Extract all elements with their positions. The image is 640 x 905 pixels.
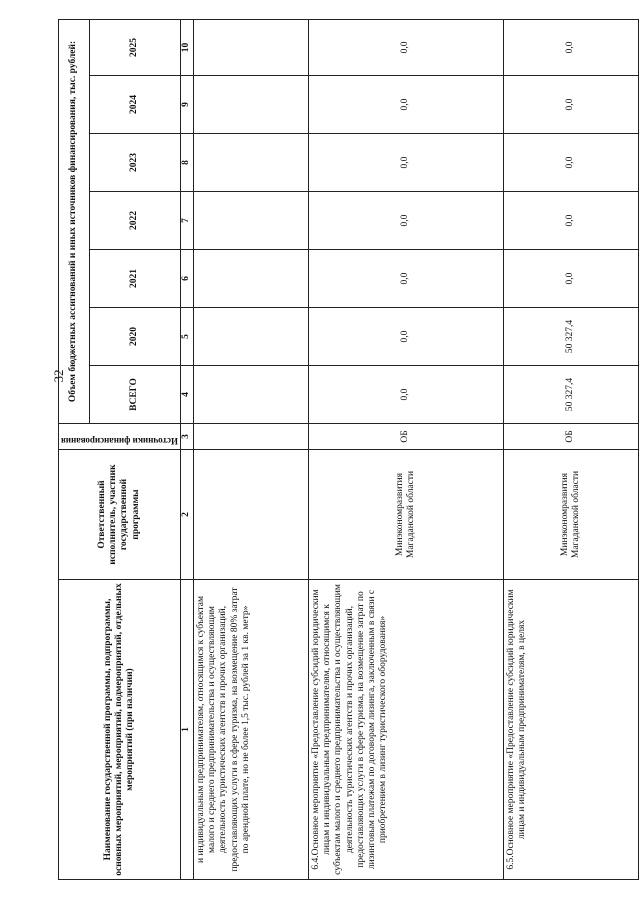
- row-executor: [193, 450, 308, 580]
- header-year: ВСЕГО: [89, 366, 180, 424]
- row-value: 0,0: [308, 192, 503, 250]
- index-cell: 1: [180, 580, 193, 880]
- row-value: 0,0: [503, 250, 638, 308]
- header-year: 2021: [89, 250, 180, 308]
- index-cell: 4: [180, 366, 193, 424]
- index-cell: 2: [180, 450, 193, 580]
- row-value: [193, 192, 308, 250]
- row-value: 0,0: [308, 19, 503, 75]
- header-year: 2020: [89, 308, 180, 366]
- index-cell: 9: [180, 76, 193, 134]
- row-value: 0,0: [503, 192, 638, 250]
- index-row: [180, 19, 193, 879]
- header-year: 2024: [89, 76, 180, 134]
- table-row: [503, 19, 638, 879]
- header-row-top: [59, 19, 90, 879]
- header-funding-group: Объем бюджетных ассигнований и иных источников финансирования, тыс. рублей:: [59, 19, 90, 423]
- index-cell: 10: [180, 19, 193, 75]
- funding-table: [58, 19, 639, 880]
- row-value: [193, 19, 308, 75]
- header-col-executor: Ответственный исполнитель, участник государственной программы: [59, 450, 181, 580]
- row-value: 0,0: [503, 19, 638, 75]
- row-value: 0,0: [503, 134, 638, 192]
- header-source-label: Источники финансирования: [61, 436, 178, 446]
- row-source: [193, 424, 308, 450]
- header-col-source: [59, 424, 181, 450]
- header-col-name: Наименование государственной программы, подпрограммы, основных мероприятий, мероприятий, подмероприятий, отдельных мероприятий (при наличии): [59, 580, 181, 880]
- index-cell: 8: [180, 134, 193, 192]
- row-name: и индивидуальным предпринимателям, относящимся к субъектам малого и среднего предпринимательства и осуществляющим деятельность туристических агентств и прочих организаций, предоставляющих услуги в сфере туризма, на возмещение 80% затрат по арендной плате, но не более 1,5 тыс. рублей за 1 кв. метр»: [193, 580, 308, 880]
- row-value: 0,0: [308, 134, 503, 192]
- page-number: 32: [51, 369, 66, 383]
- row-value: [193, 76, 308, 134]
- row-value: 0,0: [308, 76, 503, 134]
- row-value: [193, 250, 308, 308]
- row-value: [193, 134, 308, 192]
- row-value: 50 327,4: [503, 366, 638, 424]
- row-value: 0,0: [308, 308, 503, 366]
- row-executor: Минэкономразвития Магаданской области: [308, 450, 503, 580]
- header-year: 2022: [89, 192, 180, 250]
- table-row: [193, 19, 308, 879]
- table-row: [308, 19, 503, 879]
- index-cell: 6: [180, 250, 193, 308]
- row-source: ОБ: [503, 424, 638, 450]
- header-year: 2023: [89, 134, 180, 192]
- row-value: [193, 366, 308, 424]
- row-name: 6.4.Основное мероприятие «Предоставление субсидий юридическим лицам и индивидуальным предпринимателям, относящимся к субъектам малого и среднего предпринимательства и осуществляющим деятельность туристических агентств и прочих организаций, предоставляющих услуги в сфере туризма, на возмещение затрат по лизинговым платежам по договорам лизинга, заключенным в связи с приобретением в лизинг туристического оборудования»: [308, 580, 503, 880]
- row-value: 0,0: [308, 366, 503, 424]
- row-source: ОБ: [308, 424, 503, 450]
- index-cell: 3: [180, 424, 193, 450]
- header-year: 2025: [89, 19, 180, 75]
- row-value: 0,0: [308, 250, 503, 308]
- row-name: 6.5.Основное мероприятие «Предоставление субсидий юридическим лицам и индивидуальным предпринимателям, в целях: [503, 580, 638, 880]
- index-cell: 5: [180, 308, 193, 366]
- row-value: [193, 308, 308, 366]
- rotated-table-container: [58, 20, 581, 880]
- index-cell: 7: [180, 192, 193, 250]
- row-value: 50 327,4: [503, 308, 638, 366]
- row-value: 0,0: [503, 76, 638, 134]
- row-executor: Минэкономразвития Магаданской области: [503, 450, 638, 580]
